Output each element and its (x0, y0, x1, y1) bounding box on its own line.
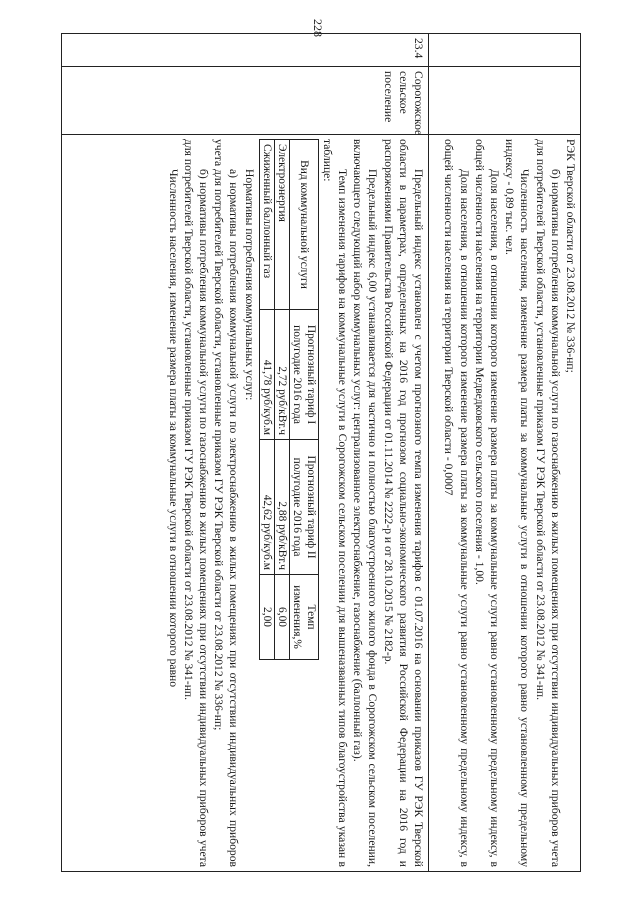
table-row-continued (429, 34, 581, 872)
header-tariff-h2: Прогнозный тариф II полугодие 2016 года (289, 440, 318, 575)
prev-share-region: Доля населения, в отношении которого изменение размера платы за коммунальные услуги равно установленному предельному индексу, в общей численности населения на территории Тверской области - 0,0007 (442, 139, 471, 867)
prev-share-settlement: Доля населения, в отношении которого изменение размера платы за коммунальные услуги равно установленному предельному индексу, в общей численности населения на территории Медведковского сельского поселения - 1,00. (472, 139, 501, 867)
norms-heading: Нормативы потребления коммунальных услуг: (242, 169, 256, 401)
paragraph-index-value: Предельный индекс 6,00 устанавливается для частично и полностью благоустроенного жилого фонда в Сорогожском сельском поселении, включающего следующий набор коммунальных услуг: централизованное электроснабжение, газоснабжение (баллонный газ). (351, 139, 380, 867)
service-name: Сжиженный баллонный газ (259, 140, 274, 310)
header-change-rate: Темп изменения,% (289, 575, 318, 660)
norm-gas: б) нормативы потребления коммунальной услуги по газоснабжению в жилых помещениях при отсутствии индивидуальных приборов учета для потребителей Тверской области, установленные приказом ГУ РЭК Тверской области от 23.08.2012 № 341-нп. (181, 139, 210, 867)
prev-norm-gas: б) нормативы потребления коммунальной услуги по газоснабжению в жилых помещениях при отсутствии индивидуальных приборов учета для потребителей Тверской области, установленные приказом ГУ РЭК Тверской области от 23.08.2012 № 341-нп. (533, 139, 562, 867)
tariff-change-table (259, 139, 319, 660)
population-cut: Численность населения, изменение размера платы за коммунальные услуги в отношении которого равно (166, 169, 180, 688)
table-row-sorogozhskoe (62, 34, 429, 872)
paragraph-table-intro: Темп изменения тарифов на коммунальные услуги в Сорогожском сельском поселении для вышеназванных типов благоустройства указан в таблице: (320, 139, 349, 867)
settlement-text-cell (62, 135, 429, 872)
rotated-page-content (61, 33, 581, 871)
tariff-h2: 2,88 руб/кВт.ч (274, 440, 289, 575)
prev-line-1: РЭК Тверской области от 23.08.2012 № 336-нп; (564, 139, 577, 373)
change-rate: 6,00 (274, 575, 289, 660)
row-number: 23.4 (62, 34, 429, 67)
paragraph-index-basis: Предельный индекс установлен с учетом прогнозного темпа изменения тарифов с 01.07.2016 на основании приказов ГУ РЭК Тверской области в параметрах, определенных на 2016 год прогнозом социально-экономического развития Российской Федерации на 2016 год и распоряжениями Правительства Российской Федерации от 01.11.2014 № 2222-р и от 28.10.2015 № 2182-р. (381, 139, 425, 867)
tariff-h2: 42,62 руб/куб.м (259, 440, 274, 575)
tariff-row-gas (259, 140, 274, 660)
header-tariff-h1: Прогнозный тариф I полугодие 2016 года (289, 310, 318, 440)
prev-population: Численность населения, изменение размера платы за коммунальные услуги в отношении которого равно установленному предельному индексу - 0,89 тыс. чел. (503, 139, 532, 867)
tariff-h1: 2,72 руб/кВт.ч (274, 310, 289, 440)
tariff-h1: 41,78 руб/куб.м (259, 310, 274, 440)
header-service-type: Вид коммунальной услуги (289, 140, 318, 310)
tariff-row-electricity (274, 140, 289, 660)
continued-text-cell (429, 135, 581, 872)
settlement-name: Сорогожское сельское поселение (62, 67, 429, 135)
row-number-cell-empty (429, 34, 581, 67)
tariff-header-row (289, 140, 318, 660)
tariff-index-table (61, 33, 581, 872)
row-name-cell-empty (429, 67, 581, 135)
service-name: Электроэнергия (274, 140, 289, 310)
change-rate: 2,00 (259, 575, 274, 660)
page-number: 228 (311, 19, 325, 37)
norm-electricity: а) нормативы потребления коммунальной услуги по электроснабжению в жилых помещениях при отсутствии индивидуальных приборов учета для потребителей Тверской области, установленные приказом ГУ РЭК Тверской области от 23.08.2012 № 336-нп; (212, 139, 241, 867)
